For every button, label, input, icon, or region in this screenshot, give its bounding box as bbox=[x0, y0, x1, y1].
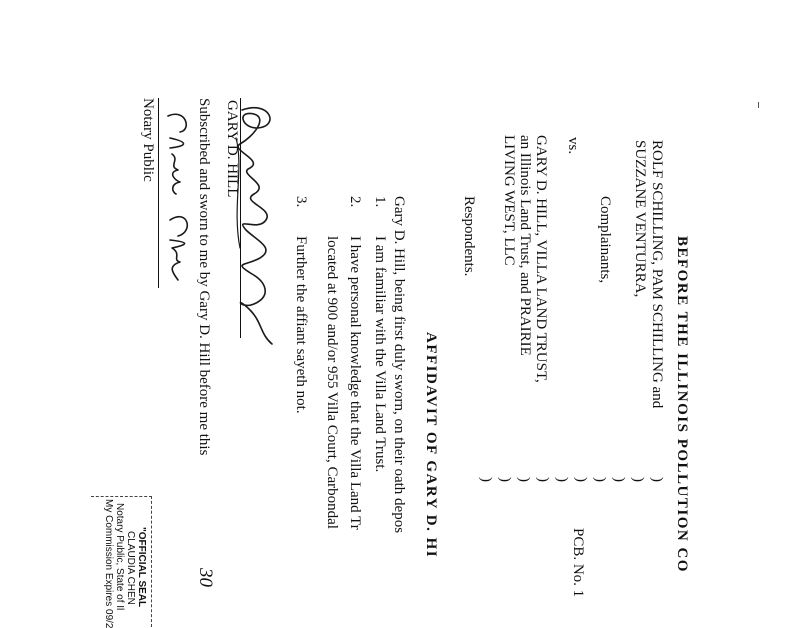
item-number: 3. bbox=[293, 196, 309, 208]
caption-bracket: ) bbox=[630, 477, 646, 482]
official-seal bbox=[91, 496, 152, 627]
item-text: I have personal knowledge that the Villa Land Tr bbox=[347, 236, 363, 530]
item-text: Further the affiant sayeth not. bbox=[293, 236, 309, 414]
board-title: BEFORE THE ILLINOIS POLLUTION CO bbox=[674, 236, 690, 573]
notary-day-handwritten: 30 bbox=[195, 568, 216, 587]
complainants-label: Complainants, bbox=[597, 196, 613, 284]
caption-bracket: ) bbox=[573, 477, 589, 482]
caption-bracket: ) bbox=[649, 477, 665, 482]
affiant-name: GARY D. HILL bbox=[224, 100, 240, 198]
seal-commission-line: My Commission Expires 09/2 bbox=[103, 499, 114, 628]
caption-bracket: ) bbox=[592, 477, 608, 482]
complainants-line-1: ROLF SCHILLING, PAM SCHILLING and bbox=[649, 140, 665, 409]
caption-bracket: ) bbox=[611, 477, 627, 482]
respondents-label: Respondents. bbox=[461, 196, 477, 277]
complainants-line-2: SUZZANE VENTURRA, bbox=[632, 140, 648, 298]
seal-title: "OFFICIAL SEAL bbox=[136, 527, 147, 608]
respondents-line-3: LIVING WEST, LLC bbox=[501, 135, 517, 266]
case-number: PCB. No. 1 bbox=[570, 528, 586, 598]
item-text-continued: located at 900 and/or 955 Villa Court, Carbondal bbox=[324, 236, 340, 529]
signature-rule bbox=[240, 98, 241, 338]
caption-bracket: ) bbox=[535, 477, 551, 482]
respondents-line-1: GARY D. HILL, VILLA LAND TRUST, bbox=[533, 135, 549, 383]
affidavit-title: AFFIDAVIT OF GARY D. HI bbox=[423, 332, 439, 559]
seal-notary-name: CLAUDIA CHEN bbox=[125, 531, 136, 605]
seal-state-line: Notary Public, State of Il bbox=[114, 503, 125, 611]
notary-public-label: Notary Public bbox=[140, 98, 156, 182]
item-number: 1. bbox=[372, 196, 388, 208]
caption-bracket: ) bbox=[516, 477, 532, 482]
caption-bracket: ) bbox=[554, 477, 570, 482]
affidavit-intro: Gary D. Hill, being first duly sworn, on their oath depos bbox=[391, 196, 407, 534]
scan-mark bbox=[758, 102, 759, 108]
subscribed-statement: Subscribed and sworn to me by Gary D. Hill before me this bbox=[196, 98, 212, 456]
vs-label: vs. bbox=[565, 137, 581, 155]
notary-signature bbox=[160, 108, 194, 288]
item-number: 2. bbox=[347, 196, 363, 208]
respondents-line-2: an Illinois Land Trust, and PRAIRIE bbox=[517, 135, 533, 356]
notary-rule bbox=[158, 98, 159, 288]
item-text: I am familiar with the Villa Land Trust. bbox=[372, 236, 388, 473]
caption-bracket: ) bbox=[478, 477, 494, 482]
caption-bracket: ) bbox=[497, 477, 513, 482]
